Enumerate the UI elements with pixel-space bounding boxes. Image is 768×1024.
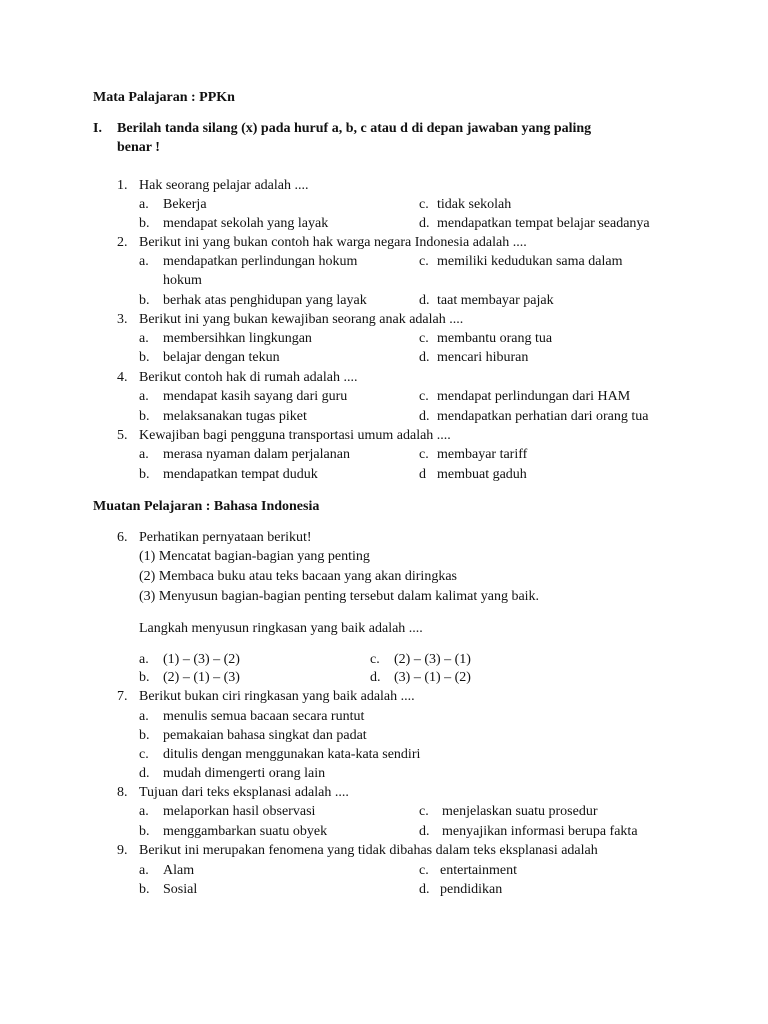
option-letter-d: d. <box>419 409 430 424</box>
option-c: tidak sekolah <box>437 197 512 212</box>
question-number: 2. <box>117 235 128 250</box>
option-d: membuat gaduh <box>437 467 527 482</box>
option-c: (2) – (3) – (1) <box>394 652 471 667</box>
option-letter-a: a. <box>139 331 149 346</box>
statement-item: (3) Menyusun bagian-bagian penting tersebut dalam kalimat yang baik. <box>139 589 540 604</box>
option-a: melaporkan hasil observasi <box>163 804 316 819</box>
question-prompt: Langkah menyusun ringkasan yang baik adalah .... <box>139 621 423 636</box>
option-letter-a: a. <box>139 652 149 667</box>
option-letter-a: a. <box>139 254 149 269</box>
option-c: memiliki kedudukan sama dalam <box>437 254 623 269</box>
option-letter-d: d. <box>139 766 150 781</box>
option-letter-b: b. <box>139 467 150 482</box>
option-letter-d: d. <box>419 882 430 897</box>
option-letter-b: b. <box>139 409 150 424</box>
option-letter-a: a. <box>139 863 149 878</box>
question-number: 9. <box>117 843 128 858</box>
option-b: berhak atas penghidupan yang layak <box>163 293 367 308</box>
option-letter-b: b. <box>139 882 150 897</box>
option-c: membayar tariff <box>437 447 528 462</box>
option-letter-a: a. <box>139 389 149 404</box>
question-text: Berikut ini yang bukan kewajiban seorang anak adalah .... <box>139 312 464 327</box>
question-number: 3. <box>117 312 128 327</box>
question-number: 7. <box>117 689 128 704</box>
option-letter-b: b. <box>139 670 150 685</box>
option-b: Sosial <box>163 882 198 897</box>
statement-item: (2) Membaca buku atau teks bacaan yang akan diringkas <box>139 569 457 584</box>
option-letter-b: b. <box>139 350 150 365</box>
option-d: mendapatkan tempat belajar seadanya <box>437 216 650 231</box>
option-a: (1) – (3) – (2) <box>163 652 240 667</box>
option-b: melaksanakan tugas piket <box>163 409 307 424</box>
option-letter-d: d <box>419 467 426 482</box>
option-letter-d: d. <box>419 293 430 308</box>
option-letter-b: b. <box>139 293 150 308</box>
question-text: Perhatikan pernyataan berikut! <box>139 530 312 545</box>
question-text: Berikut bukan ciri ringkasan yang baik adalah .... <box>139 689 415 704</box>
instruction-line-2: benar ! <box>117 140 160 155</box>
instruction-number: I. <box>93 121 102 136</box>
option-letter-c: c. <box>419 331 429 346</box>
option-letter-b: b. <box>139 216 150 231</box>
question-text: Tujuan dari teks eksplanasi adalah .... <box>139 785 349 800</box>
option-letter-b: b. <box>139 728 150 743</box>
option-d: mencari hiburan <box>437 350 529 365</box>
option-d: (3) – (1) – (2) <box>394 670 471 685</box>
option-letter-d: d. <box>419 824 430 839</box>
option-b: (2) – (1) – (3) <box>163 670 240 685</box>
question-text: Kewajiban bagi pengguna transportasi umum adalah .... <box>139 428 451 443</box>
instruction-line-1: Berilah tanda silang (x) pada huruf a, b, c atau d di depan jawaban yang paling <box>117 121 592 136</box>
statement-item: (1) Mencatat bagian-bagian yang penting <box>139 549 370 564</box>
option-letter-c: c. <box>370 652 380 667</box>
option-letter-c: c. <box>419 197 429 212</box>
option-c-continuation: hokum <box>163 273 202 288</box>
option-letter-a: a. <box>139 197 149 212</box>
option-c: entertainment <box>440 863 517 878</box>
option-c: ditulis dengan menggunakan kata-kata sendiri <box>163 747 421 762</box>
option-letter-a: a. <box>139 709 149 724</box>
option-b: mendapat sekolah yang layak <box>163 216 329 231</box>
option-letter-c: c. <box>419 863 429 878</box>
question-text: Berikut ini merupakan fenomena yang tidak dibahas dalam teks eksplanasi adalah <box>139 843 598 858</box>
option-a: mendapat kasih sayang dari guru <box>163 389 348 404</box>
option-letter-d: d. <box>419 216 430 231</box>
section-title-ppkn: Mata Palajaran : PPKn <box>93 90 235 105</box>
option-d: taat membayar pajak <box>437 293 554 308</box>
option-b: menggambarkan suatu obyek <box>163 824 328 839</box>
option-d: mendapatkan perhatian dari orang tua <box>437 409 649 424</box>
question-number: 1. <box>117 178 128 193</box>
option-c: mendapat perlindungan dari HAM <box>437 389 631 404</box>
option-letter-c: c. <box>139 747 149 762</box>
question-number: 4. <box>117 370 128 385</box>
option-d: mudah dimengerti orang lain <box>163 766 326 781</box>
section-title-bahasa-indonesia: Muatan Pelajaran : Bahasa Indonesia <box>93 499 320 514</box>
question-text: Berikut ini yang bukan contoh hak warga negara Indonesia adalah .... <box>139 235 527 250</box>
option-a: Alam <box>163 863 195 878</box>
question-number: 5. <box>117 428 128 443</box>
option-a: menulis semua bacaan secara runtut <box>163 709 365 724</box>
option-d: pendidikan <box>440 882 503 897</box>
option-c: membantu orang tua <box>437 331 553 346</box>
question-text: Berikut contoh hak di rumah adalah .... <box>139 370 358 385</box>
option-d: menyajikan informasi berupa fakta <box>442 824 638 839</box>
option-letter-c: c. <box>419 254 429 269</box>
option-a: mendapatkan perlindungan hokum <box>163 254 358 269</box>
option-b: belajar dengan tekun <box>163 350 280 365</box>
option-letter-a: a. <box>139 447 149 462</box>
option-b: mendapatkan tempat duduk <box>163 467 318 482</box>
option-letter-a: a. <box>139 804 149 819</box>
question-text: Hak seorang pelajar adalah .... <box>139 178 309 193</box>
option-a: Bekerja <box>163 197 207 212</box>
option-letter-b: b. <box>139 824 150 839</box>
option-b: pemakaian bahasa singkat dan padat <box>163 728 367 743</box>
option-letter-d: d. <box>419 350 430 365</box>
option-letter-c: c. <box>419 447 429 462</box>
option-a: merasa nyaman dalam perjalanan <box>163 447 350 462</box>
option-letter-c: c. <box>419 804 429 819</box>
option-letter-d: d. <box>370 670 381 685</box>
option-c: menjelaskan suatu prosedur <box>442 804 598 819</box>
question-number: 6. <box>117 530 128 545</box>
question-number: 8. <box>117 785 128 800</box>
option-a: membersihkan lingkungan <box>163 331 312 346</box>
option-letter-c: c. <box>419 389 429 404</box>
